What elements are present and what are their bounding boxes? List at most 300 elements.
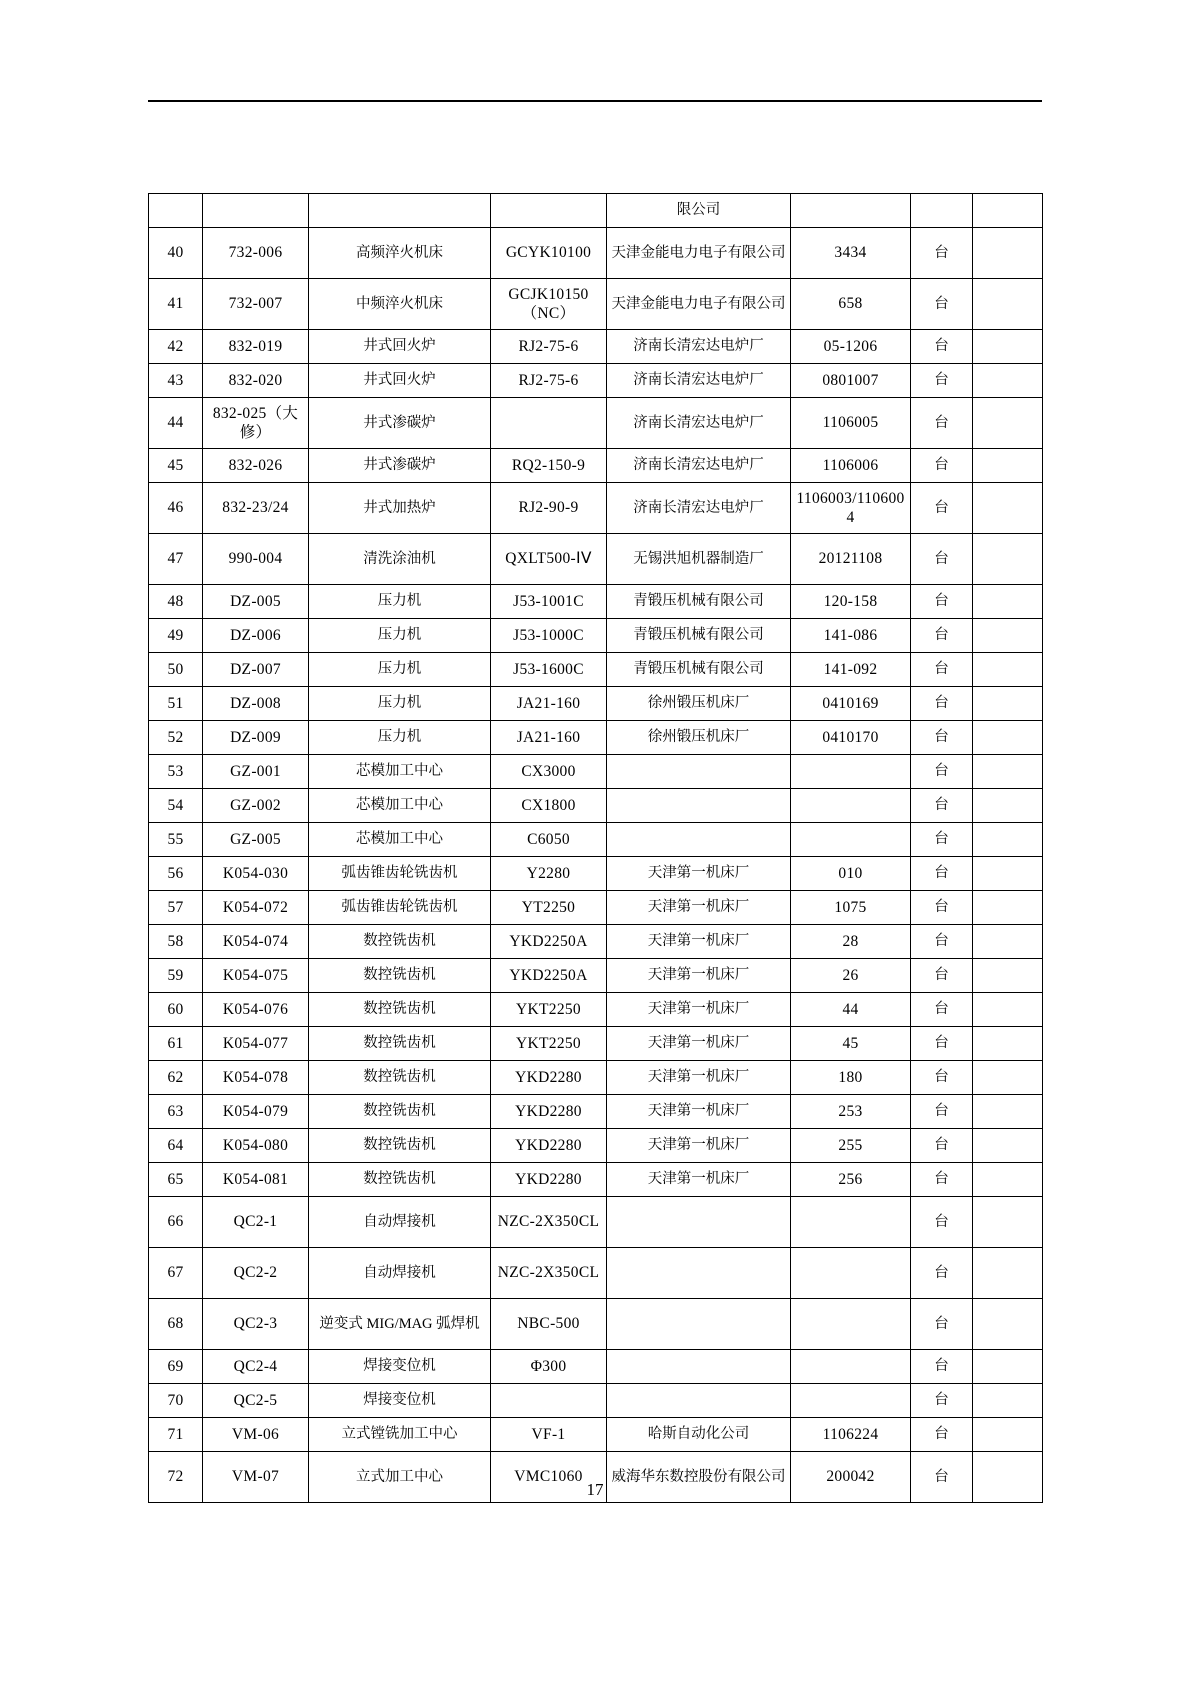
cell-manufacturer: 徐州锻压机床厂 [607,687,791,721]
table-row [149,1129,1043,1163]
cell-unit: 台 [911,330,973,364]
cell-model: NZC-2X350CL [491,1197,607,1248]
cell-serial-number: 1106005 [791,398,911,449]
cell-unit: 台 [911,1163,973,1197]
cell-equipment-name: 芯模加工中心 [309,755,491,789]
cell-model: RJ2-75-6 [491,364,607,398]
cell-unit: 台 [911,1248,973,1299]
cell-model: QXLT500-ⅠⅤ [491,534,607,585]
cell-remark [973,483,1043,534]
cell-serial-number: 1106006 [791,449,911,483]
table-row [149,721,1043,755]
cell-model [491,194,607,228]
cell-serial-number: 0801007 [791,364,911,398]
cell-code: QC2-1 [203,1197,309,1248]
cell-serial-number: 1106224 [791,1418,911,1452]
equipment-table [148,193,1043,1503]
cell-code: 832-020 [203,364,309,398]
cell-model: Y2280 [491,857,607,891]
cell-model: RQ2-150-9 [491,449,607,483]
cell-remark [973,534,1043,585]
cell-equipment-name: 自动焊接机 [309,1248,491,1299]
cell-manufacturer [607,755,791,789]
cell-remark [973,1418,1043,1452]
cell-model: YKD2280 [491,1061,607,1095]
cell-code: DZ-006 [203,619,309,653]
table-row [149,534,1043,585]
cell-remark [973,1163,1043,1197]
cell-remark [973,1248,1043,1299]
equipment-table-body [149,194,1043,1503]
cell-serial-number [791,1350,911,1384]
table-row [149,228,1043,279]
cell-code: QC2-5 [203,1384,309,1418]
cell-unit: 台 [911,534,973,585]
cell-remark [973,959,1043,993]
cell-remark [973,1299,1043,1350]
cell-serial-number: 44 [791,993,911,1027]
table-row [149,993,1043,1027]
cell-model: NBC-500 [491,1299,607,1350]
cell-serial-number: 253 [791,1095,911,1129]
cell-equipment-name: 芯模加工中心 [309,789,491,823]
cell-model: RJ2-75-6 [491,330,607,364]
cell-unit: 台 [911,857,973,891]
cell-index: 66 [149,1197,203,1248]
equipment-table-wrap [148,193,1042,1503]
cell-manufacturer: 天津第一机床厂 [607,993,791,1027]
cell-unit [911,194,973,228]
cell-manufacturer: 徐州锻压机床厂 [607,721,791,755]
cell-unit: 台 [911,279,973,330]
cell-remark [973,449,1043,483]
cell-remark [973,279,1043,330]
cell-code: K054-077 [203,1027,309,1061]
cell-remark [973,653,1043,687]
table-row [149,755,1043,789]
cell-code: 832-026 [203,449,309,483]
cell-equipment-name: 井式渗碳炉 [309,449,491,483]
cell-index: 60 [149,993,203,1027]
cell-code: QC2-2 [203,1248,309,1299]
table-row [149,194,1043,228]
cell-unit: 台 [911,1027,973,1061]
cell-index: 61 [149,1027,203,1061]
cell-manufacturer: 天津第一机床厂 [607,959,791,993]
cell-index: 44 [149,398,203,449]
cell-code: 832-23/24 [203,483,309,534]
cell-code: 990-004 [203,534,309,585]
cell-serial-number: 1106003/1106004 [791,483,911,534]
cell-manufacturer [607,1350,791,1384]
cell-manufacturer: 天津第一机床厂 [607,1129,791,1163]
cell-remark [973,228,1043,279]
cell-index: 65 [149,1163,203,1197]
cell-equipment-name: 数控铣齿机 [309,1027,491,1061]
cell-index: 67 [149,1248,203,1299]
cell-equipment-name: 井式加热炉 [309,483,491,534]
cell-unit: 台 [911,1418,973,1452]
cell-unit: 台 [911,1129,973,1163]
cell-model: J53-1001C [491,585,607,619]
cell-model: J53-1600C [491,653,607,687]
table-row [149,398,1043,449]
cell-serial-number: 256 [791,1163,911,1197]
cell-manufacturer: 天津第一机床厂 [607,1163,791,1197]
cell-equipment-name: 弧齿锥齿轮铣齿机 [309,857,491,891]
cell-index: 72 [149,1452,203,1503]
cell-remark [973,619,1043,653]
cell-index: 55 [149,823,203,857]
cell-serial-number: 010 [791,857,911,891]
table-row [149,483,1043,534]
cell-unit: 台 [911,755,973,789]
cell-code: 832-025（大修） [203,398,309,449]
cell-model [491,1384,607,1418]
cell-code: QC2-4 [203,1350,309,1384]
cell-index: 46 [149,483,203,534]
cell-equipment-name: 数控铣齿机 [309,959,491,993]
cell-equipment-name: 焊接变位机 [309,1384,491,1418]
cell-equipment-name: 数控铣齿机 [309,925,491,959]
table-row [149,891,1043,925]
cell-code: K054-078 [203,1061,309,1095]
table-row [149,330,1043,364]
cell-remark [973,1061,1043,1095]
cell-code: DZ-009 [203,721,309,755]
cell-code: K054-079 [203,1095,309,1129]
cell-remark [973,687,1043,721]
cell-index: 48 [149,585,203,619]
cell-remark [973,755,1043,789]
cell-manufacturer [607,1299,791,1350]
cell-remark [973,1350,1043,1384]
cell-equipment-name: 井式回火炉 [309,364,491,398]
table-row [149,1299,1043,1350]
table-row [149,1418,1043,1452]
cell-model: GCJK10150（NC） [491,279,607,330]
cell-index: 45 [149,449,203,483]
cell-serial-number: 0410169 [791,687,911,721]
cell-code: K054-072 [203,891,309,925]
cell-index: 47 [149,534,203,585]
cell-remark [973,585,1043,619]
cell-remark [973,194,1043,228]
cell-unit: 台 [911,823,973,857]
cell-serial-number: 200042 [791,1452,911,1503]
cell-serial-number [791,789,911,823]
table-row [149,925,1043,959]
cell-serial-number: 0410170 [791,721,911,755]
cell-model: YKD2250A [491,925,607,959]
cell-serial-number: 28 [791,925,911,959]
table-row [149,823,1043,857]
cell-unit: 台 [911,1095,973,1129]
table-row [149,1384,1043,1418]
table-row [149,619,1043,653]
cell-unit: 台 [911,1350,973,1384]
cell-unit: 台 [911,925,973,959]
cell-model: GCYK10100 [491,228,607,279]
cell-manufacturer: 济南长清宏达电炉厂 [607,364,791,398]
cell-serial-number [791,1248,911,1299]
cell-manufacturer: 天津第一机床厂 [607,1027,791,1061]
cell-model: Φ300 [491,1350,607,1384]
cell-code: VM-07 [203,1452,309,1503]
cell-serial-number: 141-092 [791,653,911,687]
cell-unit: 台 [911,1384,973,1418]
cell-remark [973,1095,1043,1129]
table-row [149,1350,1043,1384]
cell-unit: 台 [911,653,973,687]
cell-code: GZ-005 [203,823,309,857]
cell-equipment-name: 焊接变位机 [309,1350,491,1384]
cell-code: GZ-001 [203,755,309,789]
cell-code: DZ-008 [203,687,309,721]
cell-index: 57 [149,891,203,925]
cell-unit: 台 [911,687,973,721]
cell-manufacturer: 济南长清宏达电炉厂 [607,449,791,483]
cell-equipment-name: 压力机 [309,619,491,653]
cell-model: CX1800 [491,789,607,823]
cell-model: NZC-2X350CL [491,1248,607,1299]
cell-equipment-name: 立式加工中心 [309,1452,491,1503]
cell-index: 58 [149,925,203,959]
cell-equipment-name [309,194,491,228]
header-rule [148,100,1042,102]
cell-equipment-name: 压力机 [309,721,491,755]
cell-unit: 台 [911,1452,973,1503]
cell-code [203,194,309,228]
cell-equipment-name: 数控铣齿机 [309,993,491,1027]
cell-equipment-name: 立式镗铣加工中心 [309,1418,491,1452]
cell-manufacturer: 青锻压机械有限公司 [607,585,791,619]
cell-unit: 台 [911,585,973,619]
table-row [149,1061,1043,1095]
table-row [149,1163,1043,1197]
cell-unit: 台 [911,1197,973,1248]
cell-model: CX3000 [491,755,607,789]
cell-remark [973,857,1043,891]
cell-code: K054-081 [203,1163,309,1197]
cell-unit: 台 [911,1299,973,1350]
cell-model: YKD2280 [491,1129,607,1163]
cell-unit: 台 [911,959,973,993]
cell-model: J53-1000C [491,619,607,653]
cell-equipment-name: 自动焊接机 [309,1197,491,1248]
cell-code: K054-076 [203,993,309,1027]
cell-index: 40 [149,228,203,279]
cell-remark [973,789,1043,823]
cell-serial-number: 26 [791,959,911,993]
cell-unit: 台 [911,789,973,823]
cell-manufacturer: 济南长清宏达电炉厂 [607,330,791,364]
cell-manufacturer: 天津第一机床厂 [607,891,791,925]
cell-equipment-name: 数控铣齿机 [309,1061,491,1095]
cell-remark [973,1027,1043,1061]
cell-manufacturer: 威海华东数控股份有限公司 [607,1452,791,1503]
table-row [149,959,1043,993]
cell-serial-number [791,1384,911,1418]
cell-equipment-name: 中频淬火机床 [309,279,491,330]
cell-manufacturer: 青锻压机械有限公司 [607,619,791,653]
cell-serial-number: 120-158 [791,585,911,619]
cell-serial-number [791,194,911,228]
cell-remark [973,330,1043,364]
cell-equipment-name: 高频淬火机床 [309,228,491,279]
cell-index: 63 [149,1095,203,1129]
cell-serial-number [791,755,911,789]
cell-index: 71 [149,1418,203,1452]
cell-unit: 台 [911,993,973,1027]
cell-index: 68 [149,1299,203,1350]
cell-manufacturer: 天津金能电力电子有限公司 [607,228,791,279]
cell-index: 43 [149,364,203,398]
cell-code: K054-080 [203,1129,309,1163]
cell-manufacturer: 济南长清宏达电炉厂 [607,483,791,534]
cell-manufacturer [607,789,791,823]
cell-serial-number: 3434 [791,228,911,279]
cell-serial-number [791,823,911,857]
cell-serial-number: 45 [791,1027,911,1061]
cell-equipment-name: 逆变式 MIG/MAG 弧焊机 [309,1299,491,1350]
cell-unit: 台 [911,619,973,653]
cell-model: YKD2280 [491,1095,607,1129]
cell-index [149,194,203,228]
cell-manufacturer: 天津第一机床厂 [607,925,791,959]
cell-equipment-name: 清洗涂油机 [309,534,491,585]
cell-manufacturer: 天津第一机床厂 [607,1095,791,1129]
cell-index: 51 [149,687,203,721]
cell-serial-number: 1075 [791,891,911,925]
cell-manufacturer: 天津金能电力电子有限公司 [607,279,791,330]
cell-manufacturer: 天津第一机床厂 [607,1061,791,1095]
cell-serial-number: 180 [791,1061,911,1095]
cell-manufacturer [607,1197,791,1248]
cell-equipment-name: 压力机 [309,585,491,619]
cell-model: JA21-160 [491,721,607,755]
cell-code: DZ-005 [203,585,309,619]
cell-code: K054-074 [203,925,309,959]
table-row [149,857,1043,891]
table-row [149,585,1043,619]
cell-manufacturer [607,1248,791,1299]
cell-equipment-name: 芯模加工中心 [309,823,491,857]
cell-serial-number: 05-1206 [791,330,911,364]
cell-serial-number [791,1299,911,1350]
cell-model: VF-1 [491,1418,607,1452]
cell-index: 54 [149,789,203,823]
table-row [149,449,1043,483]
cell-equipment-name: 井式渗碳炉 [309,398,491,449]
table-row [149,789,1043,823]
cell-index: 64 [149,1129,203,1163]
cell-code: 732-006 [203,228,309,279]
cell-remark [973,398,1043,449]
cell-index: 56 [149,857,203,891]
cell-index: 52 [149,721,203,755]
cell-code: DZ-007 [203,653,309,687]
cell-unit: 台 [911,398,973,449]
cell-serial-number: 141-086 [791,619,911,653]
cell-equipment-name: 压力机 [309,653,491,687]
cell-remark [973,925,1043,959]
cell-unit: 台 [911,228,973,279]
cell-serial-number: 255 [791,1129,911,1163]
cell-equipment-name: 井式回火炉 [309,330,491,364]
cell-index: 41 [149,279,203,330]
cell-index: 62 [149,1061,203,1095]
cell-unit: 台 [911,721,973,755]
cell-equipment-name: 压力机 [309,687,491,721]
cell-unit: 台 [911,891,973,925]
cell-manufacturer [607,823,791,857]
cell-serial-number: 658 [791,279,911,330]
cell-remark [973,1129,1043,1163]
cell-remark [973,1197,1043,1248]
cell-manufacturer: 限公司 [607,194,791,228]
cell-index: 42 [149,330,203,364]
cell-code: GZ-002 [203,789,309,823]
cell-manufacturer [607,1384,791,1418]
cell-manufacturer: 天津第一机床厂 [607,857,791,891]
cell-serial-number [791,1197,911,1248]
table-row [149,653,1043,687]
cell-model: RJ2-90-9 [491,483,607,534]
cell-model: JA21-160 [491,687,607,721]
cell-index: 53 [149,755,203,789]
cell-remark [973,891,1043,925]
table-row [149,1027,1043,1061]
table-row [149,279,1043,330]
cell-index: 69 [149,1350,203,1384]
cell-manufacturer: 无锡洪旭机器制造厂 [607,534,791,585]
cell-serial-number: 20121108 [791,534,911,585]
cell-unit: 台 [911,364,973,398]
table-row [149,1095,1043,1129]
cell-remark [973,364,1043,398]
cell-code: 832-019 [203,330,309,364]
cell-manufacturer: 济南长清宏达电炉厂 [607,398,791,449]
cell-model: YKT2250 [491,993,607,1027]
cell-remark [973,1384,1043,1418]
cell-unit: 台 [911,449,973,483]
cell-remark [973,993,1043,1027]
cell-equipment-name: 弧齿锥齿轮铣齿机 [309,891,491,925]
table-row [149,364,1043,398]
cell-unit: 台 [911,483,973,534]
cell-model: YKD2250A [491,959,607,993]
cell-model: C6050 [491,823,607,857]
table-row [149,1197,1043,1248]
cell-equipment-name: 数控铣齿机 [309,1163,491,1197]
cell-index: 49 [149,619,203,653]
cell-remark [973,721,1043,755]
cell-manufacturer: 哈斯自动化公司 [607,1418,791,1452]
cell-code: K054-075 [203,959,309,993]
cell-model: VMC1060 [491,1452,607,1503]
cell-unit: 台 [911,1061,973,1095]
cell-index: 50 [149,653,203,687]
cell-model [491,398,607,449]
cell-remark [973,823,1043,857]
cell-equipment-name: 数控铣齿机 [309,1129,491,1163]
cell-code: QC2-3 [203,1299,309,1350]
cell-model: YT2250 [491,891,607,925]
cell-model: YKD2280 [491,1163,607,1197]
cell-manufacturer: 青锻压机械有限公司 [607,653,791,687]
cell-code: VM-06 [203,1418,309,1452]
